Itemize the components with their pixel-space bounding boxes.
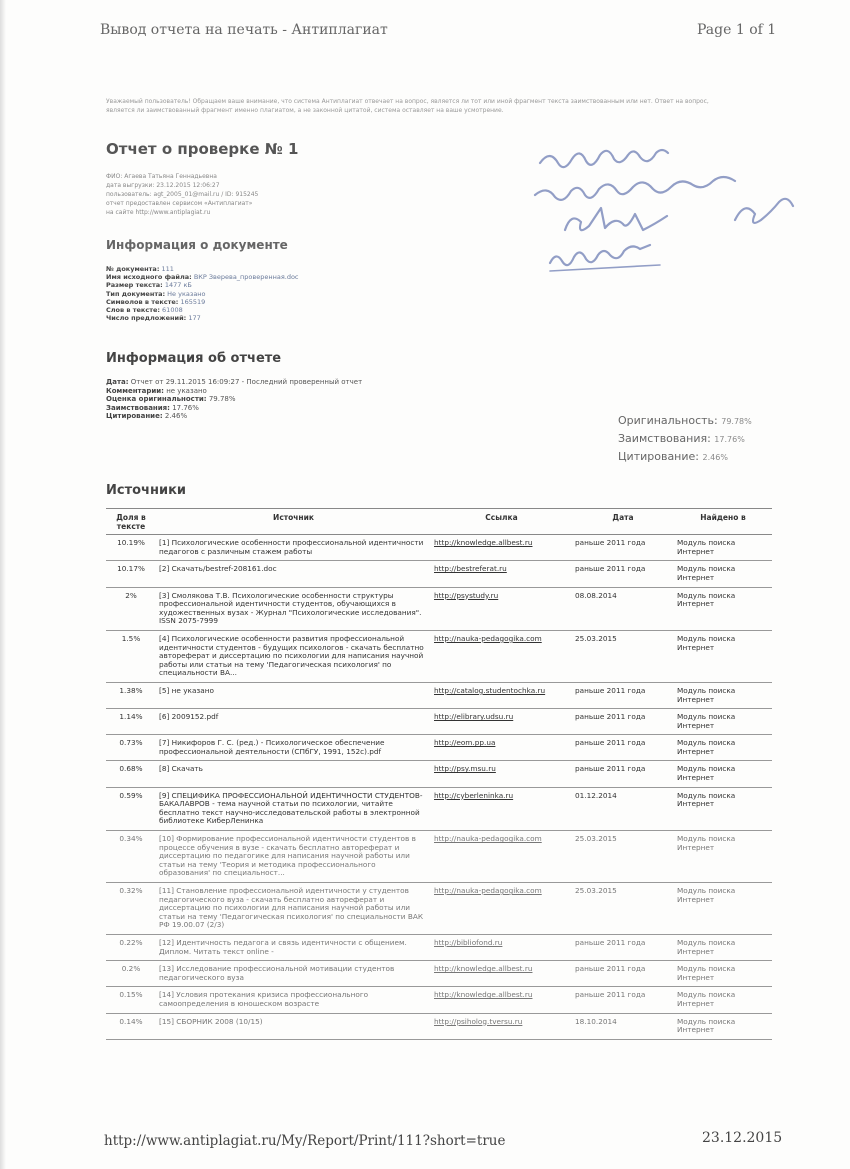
found-in-cell: Модуль поиска Интернет xyxy=(674,831,772,883)
doc-info-row xyxy=(106,265,299,273)
source-cell: [12] Идентичность педагога и связь идентичности с общением. Диплом. Читать текст online - xyxy=(156,934,431,960)
link-cell[interactable]: http://eom.pp.ua xyxy=(431,735,572,761)
link-cell[interactable]: http://nauka-pedagogika.com xyxy=(431,831,572,883)
table-row xyxy=(106,1013,772,1039)
doc-info-row xyxy=(106,298,299,306)
report-info-row xyxy=(106,387,362,396)
found-in-cell: Модуль поиска Интернет xyxy=(674,535,772,561)
link-cell[interactable]: http://bibliofond.ru xyxy=(431,934,572,960)
doc-info-value: 1477 кБ xyxy=(164,281,192,290)
doc-info-value: Не указано xyxy=(167,289,206,298)
source-cell: [11] Становление профессиональной идентичности у студентов педагогического вуза - скачать бесплатно автореферат и диссертацию по психологии для написания научной работы или статьи на тему 'Педагогическая психология' по специальности ВАК РФ 19.00.07 (2/3) xyxy=(156,883,431,935)
col-source: Источник xyxy=(156,509,431,535)
doc-info-label: Размер текста: xyxy=(106,281,163,290)
table-row xyxy=(106,883,772,935)
report-info-value: 17.76% xyxy=(172,403,199,412)
source-cell: [4] Психологические особенности развития профессиональной идентичности студентов - будущих психологов - скачать бесплатно автореферат и диссертацию по психологии для написания научной работы или статьи на тему 'Педагогическая психология' по специальности ВА... xyxy=(156,630,431,682)
share-cell: 1.38% xyxy=(106,682,156,708)
link-cell[interactable]: http://psiholog.tversu.ru xyxy=(431,1013,572,1039)
meta-line: пользователь: agt_2005_01@mail.ru / ID: 915245 xyxy=(106,191,259,198)
source-cell: [8] Скачать xyxy=(156,761,431,787)
summary-label: Заимствования: xyxy=(618,432,711,445)
link-cell[interactable]: http://nauka-pedagogika.com xyxy=(431,883,572,935)
share-cell: 0.73% xyxy=(106,735,156,761)
sources-heading: Источники xyxy=(106,483,186,498)
source-cell: [6] 2009152.pdf xyxy=(156,709,431,735)
report-info-row xyxy=(106,412,362,421)
report-info-heading: Информация об отчете xyxy=(106,351,282,366)
summary-value: 79.78% xyxy=(721,417,752,426)
link-cell[interactable]: http://catalog.studentochka.ru xyxy=(431,682,572,708)
report-info-row xyxy=(106,404,362,413)
table-row xyxy=(106,535,772,561)
table-row xyxy=(106,987,772,1013)
doc-info-row xyxy=(106,290,299,298)
share-cell: 0.15% xyxy=(106,987,156,1013)
table-row xyxy=(106,787,772,830)
date-cell: раньше 2011 года xyxy=(572,987,674,1013)
meta-line: дата выгрузки: 23.12.2015 12:06:27 xyxy=(106,182,220,189)
source-cell: [7] Никифоров Г. С. (ред.) - Психологическое обеспечение профессиональной деятельности (СПбГУ, 1991, 152с).pdf xyxy=(156,735,431,761)
found-in-cell: Модуль поиска Интернет xyxy=(674,961,772,987)
found-in-cell: Модуль поиска Интернет xyxy=(674,561,772,587)
doc-info-row xyxy=(106,306,299,314)
doc-info-list xyxy=(106,265,299,322)
table-row xyxy=(106,761,772,787)
found-in-cell: Модуль поиска Интернет xyxy=(674,987,772,1013)
table-row xyxy=(106,961,772,987)
meta-line: на сайте http://www.antiplagiat.ru xyxy=(106,209,211,216)
share-cell: 0.14% xyxy=(106,1013,156,1039)
found-in-cell: Модуль поиска Интернет xyxy=(674,934,772,960)
share-cell: 1.5% xyxy=(106,630,156,682)
found-in-cell: Модуль поиска Интернет xyxy=(674,682,772,708)
report-info-value: Отчет от 29.11.2015 16:09:27 - Последний проверенный отчет xyxy=(130,378,363,386)
source-cell: [13] Исследование профессиональной мотивации студентов педагогического вуза xyxy=(156,961,431,987)
print-header-title: Вывод отчета на печать - Антиплагиат xyxy=(100,22,388,38)
share-cell: 0.22% xyxy=(106,934,156,960)
table-row xyxy=(106,831,772,883)
table-row xyxy=(106,630,772,682)
report-info-list xyxy=(106,378,362,421)
doc-info-label: Слов в тексте: xyxy=(106,306,160,315)
source-cell: [10] Формирование профессиональной идентичности студентов в процессе обучения в вузе - скачать бесплатно автореферат и диссертацию по педагогике для написания научной работы или статьи на тему 'Теория и методика профессионального образования' по специальност... xyxy=(156,831,431,883)
link-cell[interactable]: http://bestreferat.ru xyxy=(431,561,572,587)
found-in-cell: Модуль поиска Интернет xyxy=(674,630,772,682)
share-cell: 1.14% xyxy=(106,709,156,735)
summary-row xyxy=(618,430,752,448)
link-cell[interactable]: http://cyberleninka.ru xyxy=(431,787,572,830)
doc-info-row xyxy=(106,273,299,281)
date-cell: 25.03.2015 xyxy=(572,883,674,935)
col-found-in: Найдено в xyxy=(674,509,772,535)
report-meta xyxy=(106,172,258,217)
doc-info-value: 165519 xyxy=(180,297,206,306)
source-cell: [15] СБОРНИК 2008 (10/15) xyxy=(156,1013,431,1039)
source-cell: [1] Психологические особенности профессиональной идентичности педагогов с различным стажем работы xyxy=(156,535,431,561)
print-footer-date: 23.12.2015 xyxy=(702,1130,783,1146)
doc-info-value: ВКР Зверева_проверенная.doc xyxy=(193,273,299,282)
source-cell: [14] Условия протекания кризиса профессионального самоопределения в юношеском возрасте xyxy=(156,987,431,1013)
link-cell[interactable]: http://knowledge.allbest.ru xyxy=(431,987,572,1013)
doc-info-label: Тип документа: xyxy=(106,289,166,298)
print-header-page: Page 1 of 1 xyxy=(697,22,777,38)
doc-info-value: 177 xyxy=(188,314,201,323)
source-cell: [9] СПЕЦИФИКА ПРОФЕССИОНАЛЬНОЙ ИДЕНТИЧНОСТИ СТУДЕНТОВ-БАКАЛАВРОВ - тема научной статьи по психологии, читайте бесплатно текст научно-исследовательской работы в электронной библиотеке КиберЛенинка xyxy=(156,787,431,830)
table-row xyxy=(106,735,772,761)
share-cell: 0.59% xyxy=(106,787,156,830)
print-footer-url: http://www.antiplagiat.ru/My/Report/Print/111?short=true xyxy=(104,1133,506,1149)
share-cell: 0.34% xyxy=(106,831,156,883)
doc-info-heading: Информация о документе xyxy=(106,238,288,252)
meta-line: отчет предоставлен сервисом «Антиплагиат» xyxy=(106,200,253,207)
doc-info-label: Символов в тексте: xyxy=(106,297,179,306)
summary-label: Оригинальность: xyxy=(618,414,718,427)
report-info-value: не указано xyxy=(166,386,207,395)
report-info-value: 2.46% xyxy=(164,412,188,421)
table-row xyxy=(106,934,772,960)
handwritten-signature-stamp xyxy=(520,135,820,285)
date-cell: раньше 2011 года xyxy=(572,535,674,561)
share-cell: 0.68% xyxy=(106,761,156,787)
date-cell: раньше 2011 года xyxy=(572,561,674,587)
date-cell: 08.08.2014 xyxy=(572,587,674,630)
found-in-cell: Модуль поиска Интернет xyxy=(674,735,772,761)
share-cell: 0.2% xyxy=(106,961,156,987)
meta-line: ФИО: Агаева Татьяна Геннадьевна xyxy=(106,173,217,180)
report-info-row xyxy=(106,395,362,404)
notice-text: Уважаемый пользователь! Обращаем ваше внимание, что система Антиплагиат отвечает на вопрос, является ли тот или иной фрагмент текста заимствованным или нет. Ответ на вопрос, является ли заимствованный фрагмент именно плагиатом, а не законной цитатой, система оставляет на ваше усмотрение. xyxy=(106,98,709,114)
report-info-label: Дата: xyxy=(106,378,129,386)
report-info-label: Комментарии: xyxy=(106,386,164,395)
date-cell: раньше 2011 года xyxy=(572,961,674,987)
found-in-cell: Модуль поиска Интернет xyxy=(674,883,772,935)
date-cell: раньше 2011 года xyxy=(572,682,674,708)
link-cell[interactable]: http://knowledge.allbest.ru xyxy=(431,535,572,561)
date-cell: 18.10.2014 xyxy=(572,1013,674,1039)
col-share: Доля в тексте xyxy=(106,509,156,535)
summary-row xyxy=(618,412,752,430)
summary-label: Цитирование: xyxy=(618,450,699,463)
found-in-cell: Модуль поиска Интернет xyxy=(674,587,772,630)
share-cell: 0.32% xyxy=(106,883,156,935)
link-cell[interactable]: http://knowledge.allbest.ru xyxy=(431,961,572,987)
date-cell: раньше 2011 года xyxy=(572,735,674,761)
link-cell[interactable]: http://elibrary.udsu.ru xyxy=(431,709,572,735)
found-in-cell: Модуль поиска Интернет xyxy=(674,1013,772,1039)
share-cell: 10.17% xyxy=(106,561,156,587)
doc-info-label: Число предложений: xyxy=(106,314,187,323)
date-cell: 25.03.2015 xyxy=(572,831,674,883)
summary-value: 17.76% xyxy=(714,435,745,444)
summary-block xyxy=(618,412,752,466)
source-cell: [2] Скачать/bestref-208161.doc xyxy=(156,561,431,587)
doc-info-value: 111 xyxy=(161,265,174,273)
col-date: Дата xyxy=(572,509,674,535)
table-row xyxy=(106,561,772,587)
doc-info-label: № документа: xyxy=(106,265,160,273)
report-title: Отчет о проверке № 1 xyxy=(106,140,299,158)
report-info-label: Оценка оригинальности: xyxy=(106,395,207,404)
report-info-value: 79.78% xyxy=(208,395,236,404)
report-info-row xyxy=(106,378,362,387)
scan-edge-shadow xyxy=(0,0,6,1169)
doc-info-label: Имя исходного файла: xyxy=(106,273,192,282)
date-cell: раньше 2011 года xyxy=(572,761,674,787)
date-cell: раньше 2011 года xyxy=(572,934,674,960)
link-cell[interactable]: http://psy.msu.ru xyxy=(431,761,572,787)
summary-value: 2.46% xyxy=(702,453,728,462)
report-info-label: Цитирование: xyxy=(106,412,163,421)
share-cell: 2% xyxy=(106,587,156,630)
summary-row xyxy=(618,448,752,466)
share-cell: 10.19% xyxy=(106,535,156,561)
source-cell: [5] не указано xyxy=(156,682,431,708)
table-row xyxy=(106,587,772,630)
sources-table-header xyxy=(106,509,772,535)
doc-info-row xyxy=(106,314,299,322)
source-cell: [3] Смолякова Т.В. Психологические особенности структуры профессиональной идентичности студентов, обучающихся в художественных вузах - Журнал "Психологические исследования". ISSN 2075-7999 xyxy=(156,587,431,630)
doc-info-row xyxy=(106,281,299,289)
found-in-cell: Модуль поиска Интернет xyxy=(674,761,772,787)
col-link: Ссылка xyxy=(431,509,572,535)
link-cell[interactable]: http://psystudy.ru xyxy=(431,587,572,630)
report-info-label: Заимствования: xyxy=(106,403,170,412)
table-row xyxy=(106,709,772,735)
found-in-cell: Модуль поиска Интернет xyxy=(674,709,772,735)
doc-info-value: 61008 xyxy=(162,306,183,315)
table-row xyxy=(106,682,772,708)
date-cell: 01.12.2014 xyxy=(572,787,674,830)
date-cell: 25.03.2015 xyxy=(572,630,674,682)
sources-table xyxy=(106,508,772,1040)
date-cell: раньше 2011 года xyxy=(572,709,674,735)
link-cell[interactable]: http://nauka-pedagogika.com xyxy=(431,630,572,682)
found-in-cell: Модуль поиска Интернет xyxy=(674,787,772,830)
